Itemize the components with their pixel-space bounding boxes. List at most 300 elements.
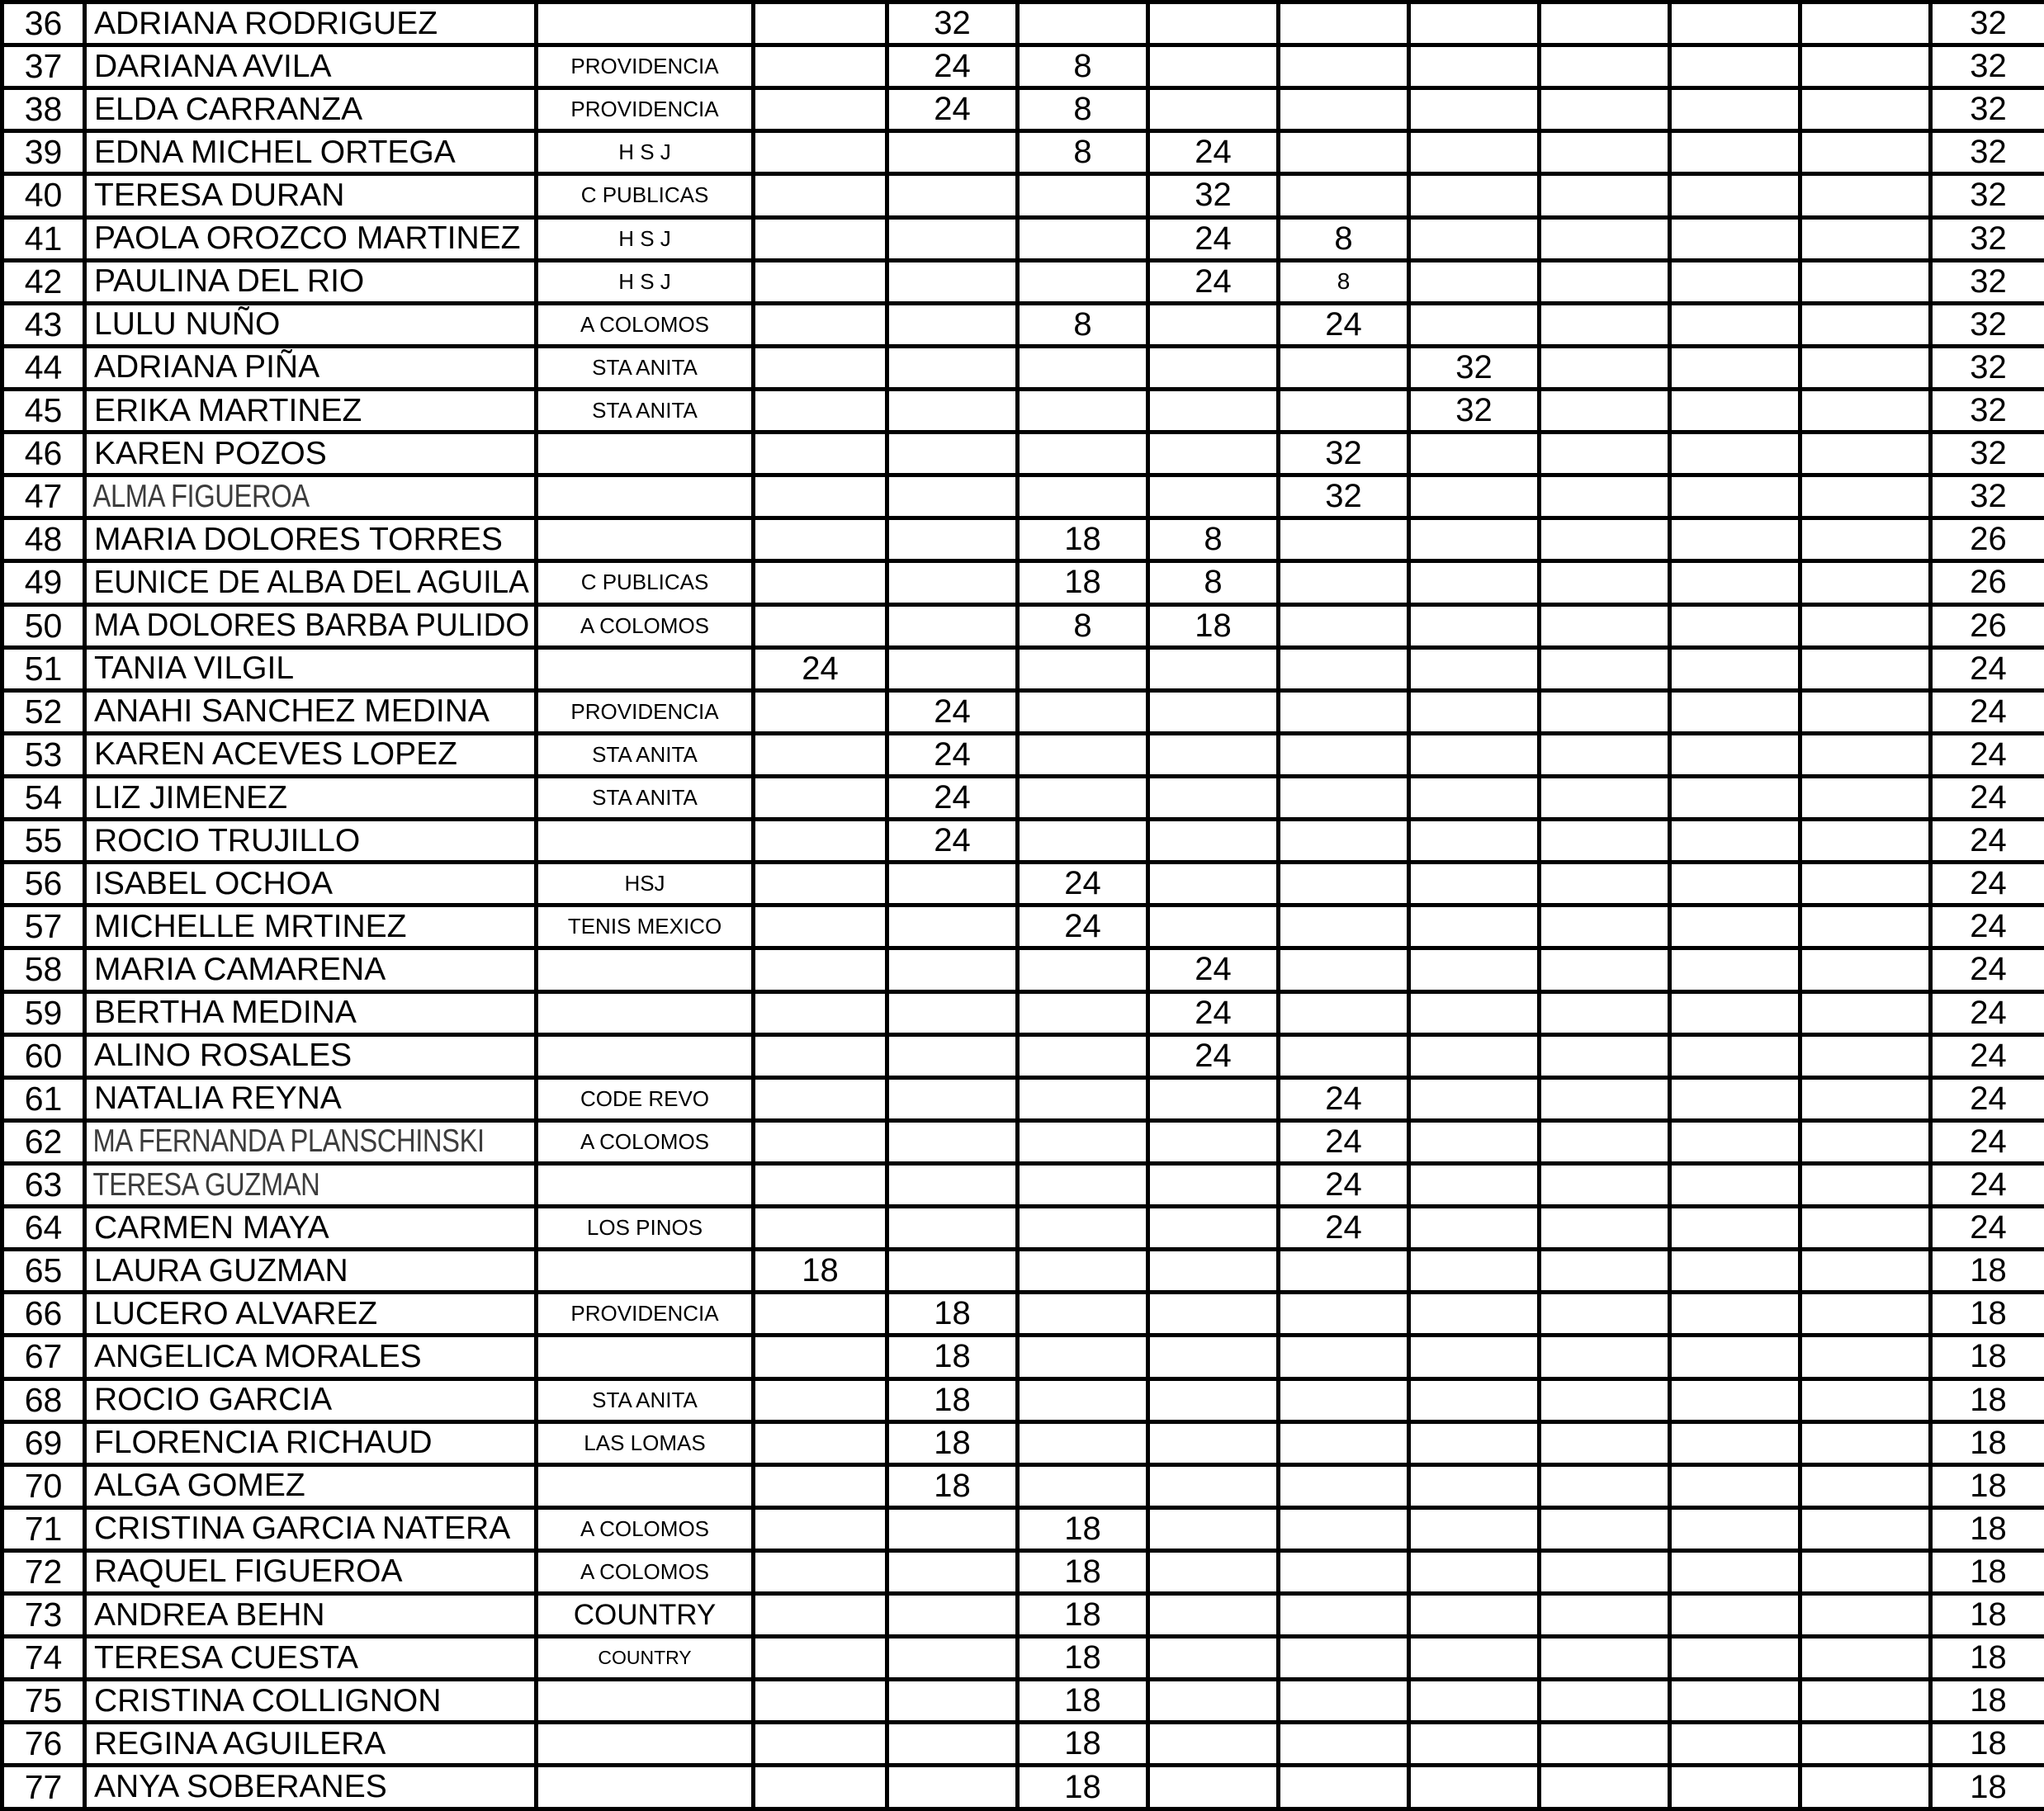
points-cell[interactable]: 24 [887,820,1018,863]
points-cell[interactable] [1148,1723,1279,1766]
points-cell[interactable] [1800,217,1931,260]
points-cell[interactable] [1018,1421,1148,1464]
points-cell[interactable] [1409,1034,1540,1077]
points-cell[interactable] [1148,647,1279,690]
row-number-cell[interactable]: 46 [2,433,85,475]
points-cell[interactable] [754,1421,887,1464]
points-cell[interactable] [1800,690,1931,733]
points-cell[interactable]: 32 [1279,475,1409,518]
points-cell[interactable] [754,1077,887,1120]
points-cell[interactable] [1800,1207,1931,1250]
points-cell[interactable] [1670,1250,1800,1293]
points-cell[interactable] [1148,1507,1279,1550]
points-cell[interactable] [1540,1680,1670,1723]
club-cell[interactable] [537,776,754,819]
points-cell[interactable]: 24 [754,647,887,690]
points-cell[interactable] [1279,45,1409,88]
points-cell[interactable] [1409,303,1540,346]
player-name-cell[interactable] [85,1336,537,1378]
points-cell[interactable] [1018,260,1148,303]
row-number-cell[interactable]: 44 [2,346,85,389]
points-cell[interactable]: 24 [1148,131,1279,174]
points-cell[interactable] [1540,948,1670,991]
row-number-cell[interactable]: 43 [2,303,85,346]
points-cell[interactable] [1279,906,1409,948]
points-cell[interactable]: 8 [1018,131,1148,174]
row-number-cell[interactable]: 58 [2,948,85,991]
total-points-cell[interactable]: 32 [1931,174,2044,217]
points-cell[interactable] [1670,2,1800,45]
points-cell[interactable] [1800,433,1931,475]
points-cell[interactable] [754,260,887,303]
total-points-cell[interactable]: 18 [1931,1594,2044,1637]
points-cell[interactable] [1148,45,1279,88]
points-cell[interactable] [1409,1766,1540,1809]
points-cell[interactable] [754,1336,887,1378]
player-name-cell[interactable] [85,1163,537,1206]
points-cell[interactable] [1670,1077,1800,1120]
club-cell[interactable] [537,1293,754,1336]
total-points-cell[interactable]: 32 [1931,260,2044,303]
points-cell[interactable] [1670,1293,1800,1336]
points-cell[interactable] [1800,1293,1931,1336]
row-number-cell[interactable]: 73 [2,1594,85,1637]
points-cell[interactable] [754,1034,887,1077]
points-cell[interactable] [1409,991,1540,1034]
points-cell[interactable] [754,1207,887,1250]
points-cell[interactable]: 32 [1409,346,1540,389]
points-cell[interactable] [1540,1034,1670,1077]
club-cell[interactable] [537,1034,754,1077]
points-cell[interactable]: 24 [887,776,1018,819]
points-cell[interactable] [887,1163,1018,1206]
points-cell[interactable] [1800,518,1931,561]
points-cell[interactable]: 18 [1018,561,1148,604]
points-cell[interactable] [754,1293,887,1336]
points-cell[interactable] [1540,346,1670,389]
points-cell[interactable] [1540,2,1670,45]
points-cell[interactable] [1018,1378,1148,1421]
points-cell[interactable] [887,991,1018,1034]
player-name-cell[interactable] [85,1680,537,1723]
player-name-cell[interactable] [85,346,537,389]
total-points-cell[interactable]: 32 [1931,131,2044,174]
points-cell[interactable] [1409,475,1540,518]
points-cell[interactable] [1409,906,1540,948]
row-number-cell[interactable]: 69 [2,1421,85,1464]
club-cell[interactable] [537,1421,754,1464]
points-cell[interactable] [1148,1594,1279,1637]
points-cell[interactable]: 18 [1148,604,1279,647]
points-cell[interactable] [1018,1250,1148,1293]
points-cell[interactable] [1148,776,1279,819]
club-cell[interactable] [537,948,754,991]
points-cell[interactable] [1409,1163,1540,1206]
points-cell[interactable] [1409,217,1540,260]
total-points-cell[interactable]: 24 [1931,1077,2044,1120]
points-cell[interactable] [1540,1507,1670,1550]
points-cell[interactable] [1800,991,1931,1034]
row-number-cell[interactable]: 62 [2,1120,85,1163]
player-name-cell[interactable] [85,131,537,174]
points-cell[interactable]: 32 [887,2,1018,45]
points-cell[interactable] [1409,1077,1540,1120]
club-cell[interactable] [537,346,754,389]
row-number-cell[interactable]: 40 [2,174,85,217]
points-cell[interactable] [1670,433,1800,475]
points-cell[interactable] [754,518,887,561]
points-cell[interactable] [1018,1464,1148,1507]
points-cell[interactable] [1279,1766,1409,1809]
points-cell[interactable] [754,1637,887,1680]
club-cell[interactable] [537,863,754,906]
points-cell[interactable] [1148,1250,1279,1293]
points-cell[interactable] [1409,1421,1540,1464]
points-cell[interactable] [1279,863,1409,906]
points-cell[interactable] [1670,1680,1800,1723]
points-cell[interactable] [1409,820,1540,863]
points-cell[interactable] [1279,820,1409,863]
player-name-cell[interactable] [85,174,537,217]
points-cell[interactable] [1670,690,1800,733]
points-cell[interactable] [1148,88,1279,131]
points-cell[interactable] [1018,217,1148,260]
points-cell[interactable] [1540,1120,1670,1163]
club-cell[interactable] [537,131,754,174]
total-points-cell[interactable]: 32 [1931,433,2044,475]
player-name-cell[interactable] [85,820,537,863]
row-number-cell[interactable]: 42 [2,260,85,303]
points-cell[interactable] [1018,174,1148,217]
points-cell[interactable] [1800,1464,1931,1507]
points-cell[interactable] [1409,1550,1540,1593]
player-name-cell[interactable] [85,1464,537,1507]
points-cell[interactable] [1148,820,1279,863]
total-points-cell[interactable]: 18 [1931,1507,2044,1550]
points-cell[interactable]: 24 [1148,260,1279,303]
points-cell[interactable] [754,776,887,819]
points-cell[interactable]: 18 [1018,1550,1148,1593]
club-cell[interactable] [537,1336,754,1378]
points-cell[interactable] [1018,1207,1148,1250]
points-cell[interactable] [1018,820,1148,863]
points-cell[interactable] [1670,1120,1800,1163]
club-cell[interactable] [537,1723,754,1766]
points-cell[interactable] [887,346,1018,389]
total-points-cell[interactable]: 32 [1931,346,2044,389]
points-cell[interactable]: 24 [887,45,1018,88]
total-points-cell[interactable]: 18 [1931,1766,2044,1809]
points-cell[interactable] [754,389,887,432]
club-cell[interactable] [537,906,754,948]
points-cell[interactable] [1409,1637,1540,1680]
points-cell[interactable] [1409,1250,1540,1293]
points-cell[interactable] [1018,1163,1148,1206]
row-number-cell[interactable]: 53 [2,733,85,776]
points-cell[interactable] [887,604,1018,647]
total-points-cell[interactable]: 24 [1931,863,2044,906]
points-cell[interactable] [1670,820,1800,863]
points-cell[interactable] [1670,906,1800,948]
points-cell[interactable] [1279,1034,1409,1077]
player-name-cell[interactable] [85,733,537,776]
points-cell[interactable] [1800,1550,1931,1593]
points-cell[interactable] [887,174,1018,217]
points-cell[interactable] [1800,1594,1931,1637]
total-points-cell[interactable]: 18 [1931,1421,2044,1464]
points-cell[interactable]: 24 [1148,991,1279,1034]
player-name-cell[interactable] [85,1120,537,1163]
points-cell[interactable] [887,217,1018,260]
points-cell[interactable] [1670,1163,1800,1206]
points-cell[interactable] [1148,1120,1279,1163]
club-cell[interactable] [537,690,754,733]
row-number-cell[interactable]: 68 [2,1378,85,1421]
club-cell[interactable] [537,1207,754,1250]
points-cell[interactable]: 8 [1018,45,1148,88]
player-name-cell[interactable] [85,1637,537,1680]
points-cell[interactable] [754,2,887,45]
row-number-cell[interactable]: 49 [2,561,85,604]
points-cell[interactable] [1148,690,1279,733]
points-cell[interactable] [754,820,887,863]
player-name-cell[interactable] [85,433,537,475]
total-points-cell[interactable]: 24 [1931,820,2044,863]
player-name-cell[interactable] [85,45,537,88]
points-cell[interactable]: 8 [1279,217,1409,260]
points-cell[interactable] [1279,1680,1409,1723]
row-number-cell[interactable]: 70 [2,1464,85,1507]
points-cell[interactable] [1409,690,1540,733]
points-cell[interactable] [1148,303,1279,346]
points-cell[interactable] [1409,733,1540,776]
points-cell[interactable] [1409,1293,1540,1336]
points-cell[interactable] [1409,604,1540,647]
club-cell[interactable] [537,1250,754,1293]
points-cell[interactable] [1540,820,1670,863]
points-cell[interactable] [1540,776,1670,819]
points-cell[interactable] [1279,1378,1409,1421]
row-number-cell[interactable]: 60 [2,1034,85,1077]
points-cell[interactable]: 24 [887,733,1018,776]
points-cell[interactable] [1018,346,1148,389]
points-cell[interactable] [1018,433,1148,475]
total-points-cell[interactable]: 24 [1931,991,2044,1034]
points-cell[interactable] [1800,906,1931,948]
points-cell[interactable] [1540,690,1670,733]
club-cell[interactable] [537,1766,754,1809]
points-cell[interactable] [1279,131,1409,174]
player-name-cell[interactable] [85,1550,537,1593]
total-points-cell[interactable]: 32 [1931,303,2044,346]
club-cell[interactable] [537,1680,754,1723]
total-points-cell[interactable]: 24 [1931,1120,2044,1163]
points-cell[interactable]: 18 [1018,1637,1148,1680]
total-points-cell[interactable]: 18 [1931,1637,2044,1680]
points-cell[interactable] [1670,733,1800,776]
points-cell[interactable] [1148,475,1279,518]
points-cell[interactable] [1670,217,1800,260]
points-cell[interactable] [1800,1723,1931,1766]
points-cell[interactable] [1409,1207,1540,1250]
points-cell[interactable]: 24 [1279,303,1409,346]
total-points-cell[interactable]: 26 [1931,604,2044,647]
points-cell[interactable] [754,991,887,1034]
points-cell[interactable] [1670,991,1800,1034]
points-cell[interactable]: 24 [1279,1077,1409,1120]
points-cell[interactable]: 24 [887,88,1018,131]
points-cell[interactable]: 32 [1279,433,1409,475]
points-cell[interactable] [1279,561,1409,604]
total-points-cell[interactable]: 18 [1931,1378,2044,1421]
total-points-cell[interactable]: 18 [1931,1723,2044,1766]
club-cell[interactable] [537,561,754,604]
points-cell[interactable] [1800,1421,1931,1464]
club-cell[interactable] [537,303,754,346]
points-cell[interactable] [1148,346,1279,389]
row-number-cell[interactable]: 50 [2,604,85,647]
points-cell[interactable] [754,1766,887,1809]
points-cell[interactable] [1148,1378,1279,1421]
points-cell[interactable] [1279,174,1409,217]
points-cell[interactable] [1670,303,1800,346]
player-name-cell[interactable] [85,991,537,1034]
points-cell[interactable] [754,690,887,733]
points-cell[interactable] [1670,475,1800,518]
club-cell[interactable] [537,604,754,647]
club-cell[interactable] [537,260,754,303]
points-cell[interactable] [1148,1163,1279,1206]
points-cell[interactable] [1540,733,1670,776]
points-cell[interactable] [754,303,887,346]
points-cell[interactable] [1540,1766,1670,1809]
points-cell[interactable]: 18 [1018,1723,1148,1766]
points-cell[interactable] [1800,1680,1931,1723]
points-cell[interactable]: 18 [887,1293,1018,1336]
points-cell[interactable] [1800,604,1931,647]
club-cell[interactable] [537,1378,754,1421]
player-name-cell[interactable] [85,518,537,561]
total-points-cell[interactable]: 24 [1931,733,2044,776]
points-cell[interactable] [1540,1723,1670,1766]
points-cell[interactable] [754,1507,887,1550]
total-points-cell[interactable]: 18 [1931,1293,2044,1336]
points-cell[interactable] [1409,1680,1540,1723]
total-points-cell[interactable]: 24 [1931,1034,2044,1077]
player-name-cell[interactable] [85,906,537,948]
points-cell[interactable] [887,1680,1018,1723]
points-cell[interactable] [1540,260,1670,303]
club-cell[interactable] [537,733,754,776]
points-cell[interactable] [1279,604,1409,647]
points-cell[interactable]: 24 [1148,1034,1279,1077]
points-cell[interactable] [1800,1120,1931,1163]
row-number-cell[interactable]: 39 [2,131,85,174]
player-name-cell[interactable] [85,863,537,906]
points-cell[interactable] [1800,1250,1931,1293]
points-cell[interactable] [1540,174,1670,217]
points-cell[interactable] [1148,906,1279,948]
points-cell[interactable] [754,1163,887,1206]
points-cell[interactable] [1540,1637,1670,1680]
points-cell[interactable] [1670,647,1800,690]
points-cell[interactable] [1279,1637,1409,1680]
points-cell[interactable] [1540,1594,1670,1637]
points-cell[interactable] [1540,1250,1670,1293]
club-cell[interactable] [537,389,754,432]
club-cell[interactable] [537,433,754,475]
player-name-cell[interactable] [85,1507,537,1550]
club-cell[interactable] [537,174,754,217]
points-cell[interactable] [1409,1378,1540,1421]
points-cell[interactable]: 18 [1018,1680,1148,1723]
points-cell[interactable]: 24 [1279,1207,1409,1250]
points-cell[interactable]: 8 [1148,561,1279,604]
points-cell[interactable] [1279,1421,1409,1464]
player-name-cell[interactable] [85,475,537,518]
points-cell[interactable] [1540,1207,1670,1250]
total-points-cell[interactable]: 18 [1931,1250,2044,1293]
total-points-cell[interactable]: 18 [1931,1550,2044,1593]
points-cell[interactable] [1800,475,1931,518]
points-cell[interactable] [754,604,887,647]
points-cell[interactable] [887,518,1018,561]
points-cell[interactable] [1018,475,1148,518]
points-cell[interactable]: 32 [1409,389,1540,432]
points-cell[interactable] [754,1550,887,1593]
total-points-cell[interactable]: 26 [1931,561,2044,604]
points-cell[interactable] [1670,260,1800,303]
points-cell[interactable] [1670,1766,1800,1809]
points-cell[interactable] [887,1507,1018,1550]
points-cell[interactable] [1409,1507,1540,1550]
points-cell[interactable]: 18 [887,1378,1018,1421]
points-cell[interactable] [1018,2,1148,45]
total-points-cell[interactable]: 32 [1931,88,2044,131]
points-cell[interactable] [1018,389,1148,432]
points-cell[interactable] [1540,88,1670,131]
points-cell[interactable] [1409,561,1540,604]
points-cell[interactable] [1279,1723,1409,1766]
points-cell[interactable] [1670,1594,1800,1637]
points-cell[interactable] [1800,389,1931,432]
player-name-cell[interactable] [85,948,537,991]
points-cell[interactable] [1279,389,1409,432]
points-cell[interactable]: 18 [1018,518,1148,561]
player-name-cell[interactable] [85,260,537,303]
club-cell[interactable] [537,1163,754,1206]
points-cell[interactable]: 18 [754,1250,887,1293]
points-cell[interactable] [1148,2,1279,45]
points-cell[interactable] [1540,389,1670,432]
points-cell[interactable]: 8 [1279,260,1409,303]
points-cell[interactable] [1409,518,1540,561]
points-cell[interactable] [1800,820,1931,863]
total-points-cell[interactable]: 18 [1931,1464,2044,1507]
points-cell[interactable] [1279,991,1409,1034]
points-cell[interactable]: 24 [887,690,1018,733]
points-cell[interactable] [1670,1507,1800,1550]
total-points-cell[interactable]: 24 [1931,906,2044,948]
points-cell[interactable] [754,131,887,174]
points-cell[interactable] [754,346,887,389]
points-cell[interactable] [1279,346,1409,389]
row-number-cell[interactable]: 48 [2,518,85,561]
points-cell[interactable] [1279,733,1409,776]
points-cell[interactable] [1800,2,1931,45]
points-cell[interactable] [1148,1421,1279,1464]
club-cell[interactable] [537,475,754,518]
